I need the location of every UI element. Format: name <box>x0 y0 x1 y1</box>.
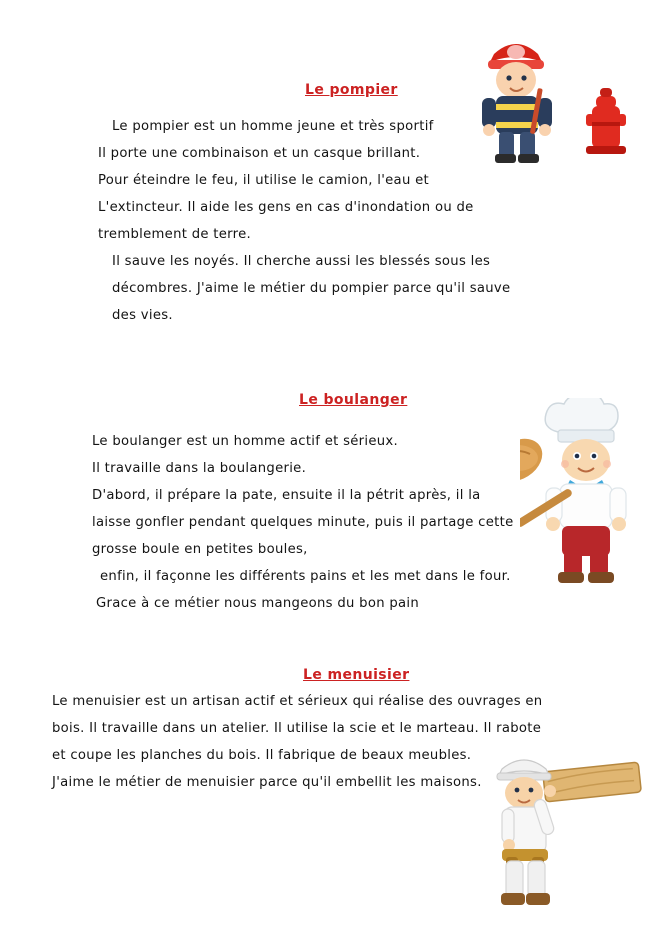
wooden-plank-icon <box>543 762 642 802</box>
text-line: laisse gonfler pendant quelques minute, puis il partage cette <box>92 515 514 530</box>
fireman-figure-icon <box>482 44 552 163</box>
section-title-boulanger: Le boulanger <box>299 392 408 408</box>
text-line: Le menuisier est un artisan actif et sérieux qui réalise des ouvrages en <box>52 694 543 709</box>
text-line: Il porte une combinaison et un casque brillant. <box>98 146 421 161</box>
baker-figure-icon <box>545 398 626 583</box>
text-line: J'aime le métier de menuisier parce qu'il embellit les maisons. <box>52 775 482 790</box>
text-line: Le pompier est un homme jeune et très sportif <box>112 119 434 134</box>
section-title-pompier: Le pompier <box>305 82 398 98</box>
fireman-with-hydrant-image <box>468 30 648 175</box>
fire-hydrant-icon <box>586 88 626 154</box>
carpenter-with-plank-image <box>488 745 653 915</box>
text-line: enfin, il façonne les différents pains et les met dans le four. <box>100 569 511 584</box>
text-line: Grace à ce métier nous mangeons du bon pain <box>96 596 420 611</box>
text-line: Il sauve les noyés. Il cherche aussi les blessés sous les <box>112 254 491 269</box>
text-line: décombres. J'aime le métier du pompier parce qu'il sauve <box>112 281 511 296</box>
text-line: des vies. <box>112 308 173 323</box>
text-line: grosse boule en petites boules, <box>92 542 308 557</box>
text-line: L'extincteur. Il aide les gens en cas d'inondation ou de <box>98 200 474 215</box>
text-line: D'abord, il prépare la pate, ensuite il la pétrit après, il la <box>92 488 481 503</box>
text-line: Pour éteindre le feu, il utilise le camion, l'eau et <box>98 173 429 188</box>
text-line: tremblement de terre. <box>98 227 251 242</box>
baker-with-bread-paddle-image <box>520 398 665 598</box>
text-line: et coupe les planches du bois. Il fabrique de beaux meubles. <box>52 748 472 763</box>
paragraph-boulanger <box>92 428 572 617</box>
text-line: Il travaille dans la boulangerie. <box>92 461 307 476</box>
text-line: bois. Il travaille dans un atelier. Il utilise la scie et le marteau. Il rabote <box>52 721 542 736</box>
section-title-menuisier: Le menuisier <box>303 667 410 683</box>
text-line: Le boulanger est un homme actif et sérieux. <box>92 434 399 449</box>
